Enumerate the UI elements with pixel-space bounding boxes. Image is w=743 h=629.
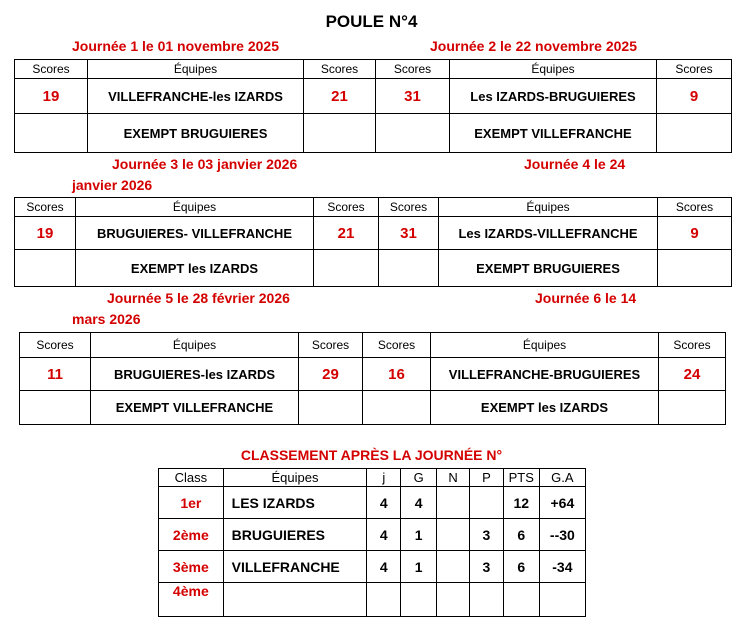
journee-4-label: Journée 4 le 24: [524, 156, 626, 172]
rank: 3ème: [159, 551, 224, 583]
score-home: 11: [20, 358, 91, 391]
stat-n: [437, 583, 470, 617]
exempt-label: EXEMPT BRUGUIERES: [88, 114, 304, 153]
journee-5-6-table: [19, 332, 726, 425]
stat-n: [437, 519, 470, 551]
empty-cell: [657, 114, 732, 153]
empty-cell: [20, 391, 91, 425]
col-pts: PTS: [503, 469, 539, 487]
stat-pts: 6: [503, 551, 539, 583]
score-home: 31: [376, 79, 450, 114]
team-name: [223, 583, 367, 617]
exempt-label: EXEMPT BRUGUIERES: [439, 250, 658, 287]
classement-title: CLASSEMENT APRÈS LA JOURNÉE N°: [240, 447, 503, 463]
score-home: 19: [15, 217, 76, 250]
stat-ga: [539, 583, 585, 617]
stat-p: 3: [469, 519, 503, 551]
scores-header: Scores: [15, 198, 76, 217]
teams-header: Équipes: [91, 333, 299, 358]
table-row: [159, 519, 586, 551]
empty-cell: [15, 114, 88, 153]
scores-header: Scores: [363, 333, 431, 358]
exempt-label: EXEMPT les IZARDS: [431, 391, 659, 425]
rank: 1er: [159, 487, 224, 519]
score-away: 24: [659, 358, 726, 391]
score-away: 9: [657, 79, 732, 114]
stat-n: [437, 551, 470, 583]
empty-cell: [304, 114, 376, 153]
match-label: VILLEFRANCHE-BRUGUIERES: [431, 358, 659, 391]
journee-6-label: Journée 6 le 14: [535, 290, 637, 306]
empty-cell: [376, 114, 450, 153]
scores-header: Scores: [314, 198, 379, 217]
stat-ga: --30: [539, 519, 585, 551]
stat-p: [469, 487, 503, 519]
scores-header: Scores: [304, 60, 376, 79]
table-row: [159, 487, 586, 519]
stat-g: 1: [401, 551, 437, 583]
score-away: 9: [658, 217, 732, 250]
score-home: 31: [379, 217, 439, 250]
stat-g: [401, 583, 437, 617]
classement-table: [158, 468, 586, 617]
empty-cell: [659, 391, 726, 425]
match-label: Les IZARDS-BRUGUIERES: [450, 79, 657, 114]
empty-cell: [363, 391, 431, 425]
stat-p: [469, 583, 503, 617]
score-away: 21: [314, 217, 379, 250]
teams-header: Équipes: [88, 60, 304, 79]
rank: 4ème: [159, 583, 224, 617]
journee-3-4-table: [14, 197, 732, 287]
teams-header: Équipes: [450, 60, 657, 79]
scores-header: Scores: [20, 333, 91, 358]
col-n: N: [437, 469, 470, 487]
stat-j: 4: [367, 487, 401, 519]
col-ga: G.A: [539, 469, 585, 487]
col-j: j: [367, 469, 401, 487]
journee-2-label: Journée 2 le 22 novembre 2025: [430, 38, 637, 54]
stat-g: 4: [401, 487, 437, 519]
col-p: P: [469, 469, 503, 487]
journee-3-label-wrap: janvier 2026: [72, 177, 153, 193]
stat-pts: 6: [503, 519, 539, 551]
match-label: VILLEFRANCHE-les IZARDS: [88, 79, 304, 114]
exempt-label: EXEMPT les IZARDS: [76, 250, 314, 287]
stat-j: 4: [367, 551, 401, 583]
journee-1-2-table: [14, 59, 732, 153]
empty-cell: [299, 391, 363, 425]
match-label: BRUGUIERES-les IZARDS: [91, 358, 299, 391]
score-home: 19: [15, 79, 88, 114]
match-label: BRUGUIERES- VILLEFRANCHE: [76, 217, 314, 250]
empty-cell: [379, 250, 439, 287]
teams-header: Équipes: [76, 198, 314, 217]
scores-header: Scores: [658, 198, 732, 217]
scores-header: Scores: [15, 60, 88, 79]
empty-cell: [314, 250, 379, 287]
stat-p: 3: [469, 551, 503, 583]
col-teams: Équipes: [223, 469, 367, 487]
empty-cell: [15, 250, 76, 287]
stat-ga: -34: [539, 551, 585, 583]
page-title: POULE N°4: [325, 12, 418, 31]
stat-ga: +64: [539, 487, 585, 519]
match-label: Les IZARDS-VILLEFRANCHE: [439, 217, 658, 250]
scores-header: Scores: [659, 333, 726, 358]
exempt-label: EXEMPT VILLEFRANCHE: [91, 391, 299, 425]
journee-1-label: Journée 1 le 01 novembre 2025: [72, 38, 279, 54]
table-row: [159, 551, 586, 583]
teams-header: Équipes: [431, 333, 659, 358]
scores-header: Scores: [657, 60, 732, 79]
scores-header: Scores: [299, 333, 363, 358]
journee-3-label: Journée 3 le 03 janvier 2026: [112, 156, 298, 172]
scores-header: Scores: [379, 198, 439, 217]
stat-g: 1: [401, 519, 437, 551]
scores-header: Scores: [376, 60, 450, 79]
table-row: [159, 583, 586, 617]
journee-5-label: Journée 5 le 28 février 2026: [107, 290, 290, 306]
score-away: 29: [299, 358, 363, 391]
team-name: BRUGUIERES: [223, 519, 367, 551]
rank: 2ème: [159, 519, 224, 551]
score-away: 21: [304, 79, 376, 114]
team-name: VILLEFRANCHE: [223, 551, 367, 583]
stat-pts: [503, 583, 539, 617]
empty-cell: [658, 250, 732, 287]
stat-j: 4: [367, 519, 401, 551]
team-name: LES IZARDS: [223, 487, 367, 519]
teams-header: Équipes: [439, 198, 658, 217]
exempt-label: EXEMPT VILLEFRANCHE: [450, 114, 657, 153]
col-class: Class: [159, 469, 224, 487]
col-g: G: [401, 469, 437, 487]
stat-pts: 12: [503, 487, 539, 519]
journee-5-label-wrap: mars 2026: [72, 311, 141, 327]
stat-j: [367, 583, 401, 617]
score-home: 16: [363, 358, 431, 391]
stat-n: [437, 487, 470, 519]
